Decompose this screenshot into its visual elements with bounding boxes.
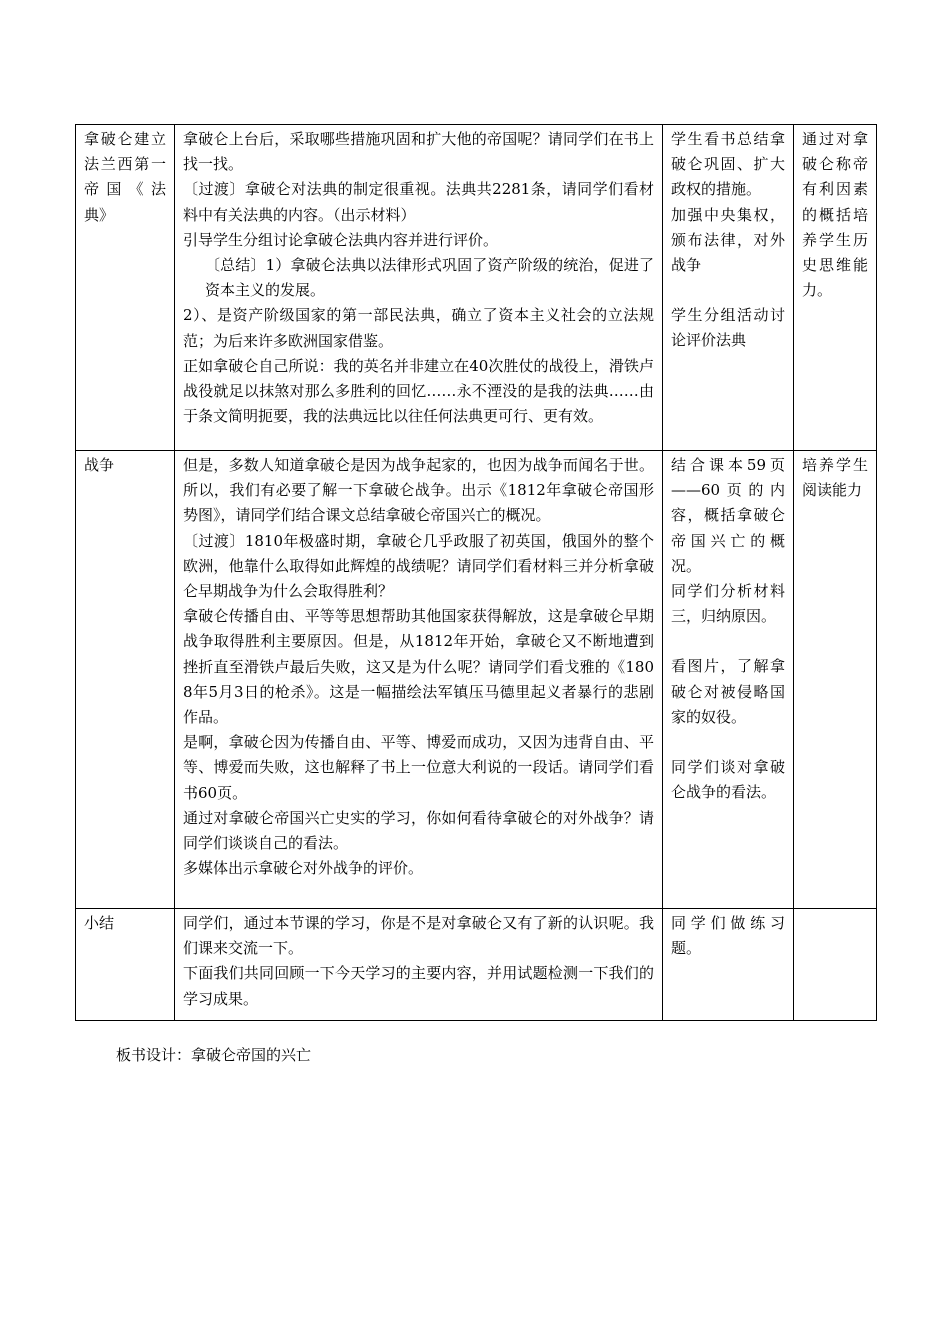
student-text: 学生看书总结拿破仑巩固、扩大政权的措施。 [671,130,785,199]
topic-cell [76,909,175,1021]
student-text: 看图片，了解拿破仑对被侵略国家的奴役。 [671,657,785,726]
student-activity-cell [663,451,794,909]
student-text: 结合课本59页——60页的内容，概括拿破仑帝国兴亡的概况。 [671,456,785,575]
goal-text: 通过对拿破仑称帝有利因素的概括培养学生历史思维能力。 [802,130,868,300]
lesson-plan-table [75,124,877,1021]
topic-text: 战争 [84,456,115,474]
topic-text: 拿破仑建立法兰西第一帝国《法典》 [84,130,166,224]
teacher-text: 正如拿破仑自己所说：我的英名并非建立在40次胜仗的战役上，滑铁卢战役就足以抹煞对那么多胜利的回忆……永不湮没的是我的法典……由于条文简明扼要，我的法典远比以往任何法典更可行、更有效。 [183,356,654,426]
teacher-text: 拿破仑上台后，采取哪些措施巩固和扩大他的帝国呢？请同学们在书上找一找。 [183,130,654,174]
student-activity-cell [663,125,794,451]
goal-text: 培养学生阅读能力 [802,456,868,500]
design-goal-cell [794,909,877,1021]
table-row [76,451,877,909]
teacher-text: 引导学生分组讨论拿破仑法典内容并进行评价。 [183,230,499,249]
teacher-text: 〔过渡〕拿破仑对法典的制定很重视。法典共2281条，请同学们看材料中有关法典的内容。（出示材料） [183,180,654,224]
student-text: 同学们谈对拿破仑战争的看法。 [671,758,785,802]
teacher-text: 拿破仑传播自由、平等等思想帮助其他国家获得解放，这是拿破仑早期战争取得胜利主要原因。但是，从1812年开始，拿破仑又不断地遭到挫折直至滑铁卢最后失败，这又是为什么呢？请同学们看戈雅的《1808年5月3日的枪杀》。这是一幅描绘法军镇压马德里起义者暴行的悲剧作品。 [183,607,654,727]
table-row [76,125,877,451]
teacher-activity-cell [175,909,663,1021]
board-design-label: 板书设计：拿破仑帝国的兴亡 [116,1046,312,1064]
topic-cell [76,451,175,909]
design-goal-cell [794,125,877,451]
teacher-text: 但是，多数人知道拿破仑是因为战争起家的，也因为战争而闻名于世。所以，我们有必要了解一下拿破仑战争。出示《1812年拿破仑帝国形势图》，请同学们结合课文总结拿破仑帝国兴亡的概况。 [183,456,654,525]
student-text: 同学们做练习题。 [671,914,785,958]
teacher-text: 是啊，拿破仑因为传播自由、平等、博爱而成功，又因为违背自由、平等、博爱而失败，这也解释了书上一位意大利说的一段话。请同学们看书60页。 [183,733,654,802]
design-goal-cell [794,451,877,909]
student-activity-cell [663,909,794,1021]
topic-cell [76,125,175,451]
teacher-text: 同学们，通过本节课的学习，你是不是对拿破仑又有了新的认识呢。我们课来交流一下。 [183,914,654,958]
teacher-text: 多媒体出示拿破仑对外战争的评价。 [183,859,424,878]
teacher-text: 〔过渡〕1810年极盛时期，拿破仑几乎政服了初英国，俄国外的整个欧洲，他靠什么取得如此辉煌的战绩呢？请同学们看材料三并分析拿破仑早期战争为什么会取得胜利？ [183,531,654,601]
table-row [76,909,877,1021]
student-text: 同学们分析材料三，归纳原因。 [671,582,785,626]
teacher-text: 〔总结〕1）拿破仑法典以法律形式巩固了资产阶级的统治，促进了资本主义的发展。 [205,256,654,300]
teacher-text: 下面我们共同回顾一下今天学习的主要内容，并用试题检测一下我们的学习成果。 [183,964,654,1008]
teacher-activity-cell [175,125,663,451]
teacher-activity-cell [175,451,663,909]
student-text: 加强中央集权，颁布法律，对外战争 [671,205,785,275]
student-text: 学生分组活动讨论评价法典 [671,306,785,350]
teacher-text: 2）、是资产阶级国家的第一部民法典，确立了资本主义社会的立法规范；为后来许多欧洲国家借鉴。 [183,306,654,350]
teacher-text: 通过对拿破仑帝国兴亡史实的学习，你如何看待拿破仑的对外战争？请同学们谈谈自己的看法。 [183,808,654,853]
topic-text: 小结 [84,914,115,932]
